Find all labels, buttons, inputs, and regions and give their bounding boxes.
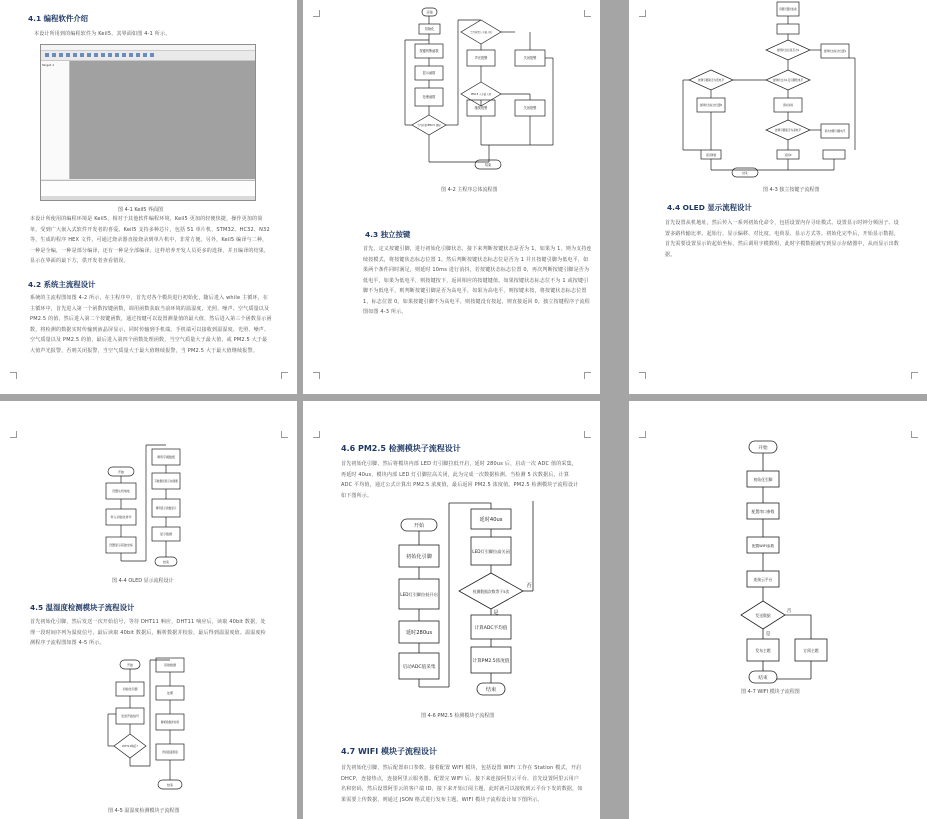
fc3-n8: 按键状态标志位置0 (699, 104, 723, 107)
fc7-sub: 订阅主题 (803, 648, 819, 653)
paragraph-main-flow: 系统的主流程图如图 4-2 所示，在主程序中，首先对各个模块进行初始化，随后进入 while 主循环，在主循环中，首先进入第一个函数按键函数，调用函数获取当前环境的温湿度、光照、噪声、空气质量以及 PM2.5 的值，然后进入第二个按键函数，通过按键可以设置测量值的最大值，然后进入第三个函数显示函数，将检测的数据实时传输到液晶屏显示，同时传输到手机端。手机端可以接收到温湿度、光照、噪声、空气质量以及 PM2.5 的值，最后进入第四个函数处理函数，当空气质量大于最大值，或 PM2.5 大于最大值声光报警，否则关闭报警，当空气质量大于最大值继续报警，当 PM2.5 大于最大值继续报警。 (30, 295, 272, 354)
fc5-l2: 发送开始信号 (120, 714, 140, 718)
fc-key: 按键判断函数 (419, 49, 439, 53)
fc7-n4: 连接云平台 (753, 577, 773, 582)
pm25-flowchart (303, 501, 600, 711)
keil5-screenshot (40, 44, 256, 201)
fc-c2: PM2.5 大于最大值 (470, 93, 492, 96)
document-page-3 (629, 0, 927, 394)
fc5-start: 开始 (126, 663, 134, 667)
fc3-n2: 按键状态位是否为1 (776, 49, 800, 52)
figure-caption-4-3: 图 4-3 独立按键子流程图 (763, 187, 820, 193)
fc-end: 结束 (484, 163, 492, 167)
fc4-r4: 显示数据 (159, 532, 173, 536)
fc3-n1: 引脚设置初始化 (778, 8, 798, 11)
heading-4-3: 4.3 独立按键 (365, 230, 411, 239)
dht11-flowchart (0, 656, 297, 806)
fc7-yes: 是 (765, 632, 771, 637)
document-page-4 (0, 401, 297, 819)
fc7-dec: 发送数据 (755, 613, 771, 618)
oled-flowchart (0, 401, 297, 591)
document-page-6 (629, 401, 927, 819)
fc3-n3: 按键状态标志位置1 (823, 50, 847, 53)
document-page-1 (0, 0, 297, 394)
fc6-no: 否 (526, 583, 532, 589)
fc5-r3: 解析数据并校验 (160, 721, 180, 724)
fc7-end: 结束 (758, 676, 768, 681)
ide-toolbar (41, 51, 255, 61)
fc4-l2: 传入初始化命令 (110, 515, 132, 519)
fc-disp: 显示函数 (422, 71, 436, 75)
ide-editor-area (70, 61, 255, 179)
heading-4-5: 4.5 温湿度检测模块子流程设计 (30, 603, 135, 612)
fc7-n3: 配置WIFI参数 (751, 544, 775, 548)
fc4-end: 结束 (162, 560, 170, 564)
figure-caption-4-6: 图 4-6 PM2.5 检测模块子流程图 (421, 713, 495, 719)
fc6-r3: 计算ADC平均值 (474, 626, 508, 631)
fc3-n5: 按键状态为1且引脚低电平 (772, 79, 804, 82)
fc3-n7: 延时消抖 (782, 104, 794, 107)
fc-c1: 空气质量大于最大值 (470, 31, 492, 34)
fc6-l1: 初始化引脚 (406, 554, 432, 560)
fc3-end: 结束 (742, 172, 748, 175)
heading-4-2: 4.2 系统主流程设计 (28, 280, 96, 289)
figure-caption-4-1: 图 4-1 Keil5 界面图 (118, 207, 164, 213)
heading-4-6: 4.6 PM2.5 检测模块子流程设计 (341, 444, 461, 453)
fc4-l1: 设置从机地址 (111, 489, 131, 493)
fc7-start: 开始 (758, 446, 768, 451)
fc4-r1: 调用字模数组 (156, 455, 176, 459)
fc7-no: 否 (786, 609, 792, 614)
fc6-r1: 延时40us (479, 517, 503, 523)
fc-a1: 声光报警 (474, 56, 488, 60)
document-page-5 (303, 401, 600, 819)
fc3-n10: 返回键值 (705, 154, 717, 157)
fc6-r2: LED灯引脚拉高关闭 (472, 549, 510, 554)
heading-4-4: 4.4 OLED 显示流程设计 (667, 203, 752, 212)
fc5-dec: DHT11响应? (122, 745, 138, 748)
fc6-l3: 延时280us (405, 630, 433, 636)
fc-a2: 关闭报警 (523, 56, 537, 60)
fc5-r1: 读取数据 (163, 663, 177, 667)
fc5-end: 结束 (166, 783, 174, 787)
fc6-l4: 启动ADC值采集 (402, 665, 436, 670)
ide-project-panel (41, 61, 70, 179)
figure-caption-4-7: 图 4-7 WIFI 模块子流程图 (741, 689, 800, 695)
fc6-l2: LED灯引脚拉低开启 (400, 592, 438, 597)
fc-b2: 关闭报警 (523, 106, 537, 110)
document-page-2 (303, 0, 600, 394)
fc6-yes: 是 (493, 610, 499, 616)
fc-proc: 处理函数 (422, 95, 436, 99)
heading-4-1: 4.1 编程软件介绍 (28, 14, 89, 23)
fc6-r4: 计算PM2.5浓度值 (472, 659, 510, 664)
fc4-r2: 写数据到显示存储器 (154, 480, 178, 483)
paragraph-oled: 首先设置从机地址，然后传入一系列初始化命令，包括设置内存寻址模式、设置显示时钟分频因子、设置多路传输比率、起始行、显示偏移、对比度、电荷泵、显示方式等。初始化完毕后，开始显示数据，首先需要设置显示的起始坐标，然后调用字模数组，此时字模数据被写到显示存储器中，从而显示出数据。 (665, 220, 900, 258)
fc4-start: 开始 (117, 470, 125, 474)
main-flowchart (303, 0, 600, 200)
figure-caption-4-4: 图 4-4 OLED 显示流程设计 (112, 578, 174, 584)
heading-4-7: 4.7 WIFI 模块子流程设计 (341, 747, 437, 756)
fc7-n1: 初始化引脚 (753, 477, 773, 482)
fc7-pub: 发布主题 (755, 648, 771, 653)
ide-build-output (41, 180, 255, 196)
fc7-n2: 配置串口参数 (751, 509, 775, 514)
paragraph-key: 首先，定义按键引脚，进行初始化引脚状态，接下来判断按键状态是否为 1，如果为 1，则为支持连续按模式，将按键状态标志位置 1。然后判断按键状态标志位是否为 1 并且按键引脚为低电平，如果两个条件同时满足，则延时 10ms 进行消抖，若按键状态标志位置 0，再次判断按键引脚是否为低电平，如果为低电平，则按键按下，返回相应的按键键值。如果按键状态标志位不为 1 或按键引脚不为低电平，则判断按键引脚是否为高电平，如果为高电平，则按键未按，将按键状态标志位置 1，标志位置 0。如果按键引脚不为高电平，则按键没有按起，则直接返回 0。独立按键程序子流程图如图 4-3 所示。 (363, 246, 592, 315)
fc3-n4: 按键引脚是否为低电平 (698, 79, 724, 82)
paragraph-dht11: 首先初始化引脚，然后发送一次开始信号，等待 DHT11 响应，DHT11 响应后，读取 40bit 数据，处理一段时间序列为温度信号，最后读取 40bit 数据后，解析数据并校验，最后得到温湿度值。温湿度检测程序子流程图如图 4-5 所示。 (30, 619, 266, 646)
fc3-n11: 返回0 (784, 154, 792, 157)
fc5-r4: 得到温湿度值 (162, 751, 178, 754)
paragraph-intro: 本设计所用到的编程软件为 Keil5，其界面如图 4-1 所示。 (34, 31, 171, 37)
fc6-dec: 检测数据次数等于5次 (472, 589, 510, 594)
paragraph-wifi: 首先初始化引脚，然后配置串口参数，接着配置 WIFI 模块，包括设置 WIFI 工作在 Station 模式，开启 DHCP，连接热点，连接阿里云服务器。配置完 WIFI 后，接下来连接阿里云平台，首先设置阿里云用户名和密码，然后设置阿里云的客户端 ID，接下来开始订阅主题，此时就可以接收到云平台下发的数据，如果需要上传数据，则通过 JSON 格式进行发布主题。WIFI 模块子流程设计如下图所示。 (341, 765, 583, 803)
fc5-l1: 初始化引脚 (122, 687, 138, 691)
fc-b1: 继续报警 (474, 106, 488, 110)
figure-caption-4-2: 图 4-2 主程序总体流程图 (441, 187, 498, 193)
fc4-r3: 调用显示函数显示 (155, 507, 177, 510)
fc6-end: 结束 (485, 687, 497, 693)
ide-status-bar (41, 196, 255, 200)
fc4-l3: 设置显示起始坐标 (108, 543, 134, 547)
fc3-n9: 再次判断引脚电平 (824, 130, 846, 133)
paragraph-keil5: 本设计所使用的编程环境是 Keil5，相对于其他软件编程环境，Keil5 更加的轻便快捷，操作更加的简单，受到广大嵌入式软件开发者的喜爱。Keil5 支持多种芯片，包括 51 单片机、STM32、HC32、N32 等，生成的程序 HEX 文件，可通过烧录器直接烧录到单片机中，非常方便。另外，Keil5 编译与二种，一种是全编，一种是部分编译，还有一种是全部编译，这样培养开发人员更多的选择，并且编译的结果，显示在界面的最下方，供开发者查看错误。 (30, 216, 270, 264)
fc3-n6: 按键引脚是否为高电平 (775, 129, 801, 132)
key-flowchart (629, 0, 927, 200)
fc6-start: 开始 (413, 523, 425, 529)
fc5-r2: 处理 (166, 691, 174, 695)
fc-cond: 空气质量/PM2.5 超标 (417, 124, 441, 127)
figure-caption-4-5: 图 4-5 温湿度检测模块子流程图 (108, 808, 180, 814)
paragraph-pm25: 首先初始化引脚，然后将模块内部 LED 灯引脚拉低开启，延时 280us 后，启动一次 ADC 值的采集，再延时 40us，模块内部 LED 灯引脚拉高关闭，此为完成一次数据检测。当检测 5 次数据后，计算 ADC 平均值，通过公式计算出 PM2.5 浓度值，最后返回 PM2.5 浓度值。PM2.5 检测模块子流程设计如下图所示。 (341, 461, 579, 499)
ide-tree-item: Target 1 (42, 63, 55, 67)
fc-init: 初始化 (424, 27, 435, 31)
wifi-flowchart (629, 431, 927, 731)
fc-start: 开始 (426, 10, 433, 15)
